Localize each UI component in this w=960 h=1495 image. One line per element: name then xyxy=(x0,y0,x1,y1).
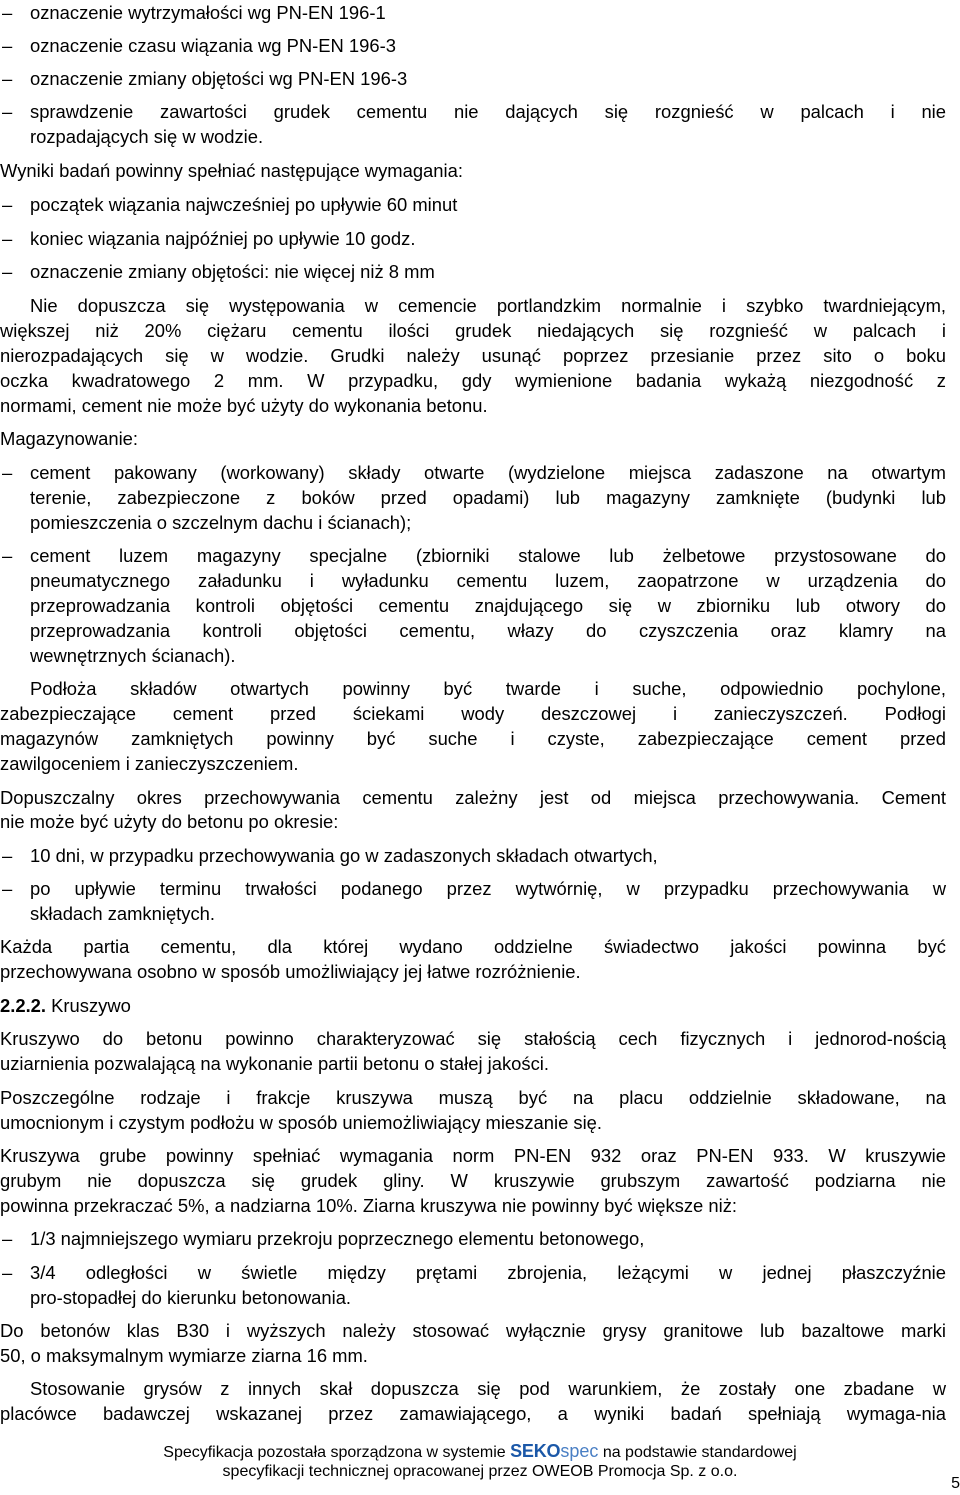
dash-marker: – xyxy=(2,878,13,899)
dash-marker: – xyxy=(2,261,13,282)
document-page: – oznaczenie wytrzymałości wg PN-EN 196-1 – oznaczenie czasu wiązania wg PN-EN 196-3 – oznaczenie zmiany objętości wg PN-EN 196-3 – sprawdzenie zawartości grudek cementu nie dających się rozgnieść w palcach i nie rozpadających się w wodzie. Wyniki badań powinny spełniać następujące wymagania: – początek wiązania najwcześniej po upływie 60 minut – koniec wiązania najpóźniej po upływie 10 godz. – oznaczenie zmiany objętości: nie więcej niż 8 mm Nie dopuszcza się występowania w cemencie portlandzkim normalnie i szybko twardniejącym, większej niż 20% ciężaru cementu ilości grudek niedających się rozgnieść w palcach i nierozpadających się w wodzie. Grudki należy usunąć poprzez przesianie przez sito o boku oczka kwadratowego 2 mm. W przypadku, gdy wymienione badania wykażą niezgodność z normami, cement nie może być użyty do wykonania betonu. Magazynowanie: – cement pakowany (workowany) składy otwarte (wydzielone miejsca zadaszone na otwartym terenie, zabezpieczone z boków przed opadami) lub magazyny zamknięte (budynki lub pomieszczenia o szczelnym dachu i ścianach); – cement luzem magazyny specjalne (zbiorniki stalowe lub żelbetowe przystosowane do pneumatycznego załadunku i wyładunku cementu luzem, zaopatrzone w urządzenia do przeprowadzania kontroli objętości cementu znajdującego się w zbiorniku lub otwory do przeprowadzania kontroli objętości cementu, włazy do czyszczenia oraz klamry na wewnętrznych ścianach). Podłoża składów otwartych powinny być twarde i suche, odpowiednio pochylone, zabezpieczające cement przed ściekami wody deszczowej i zanieczyszczeń. Podłogi magazynów zamkniętych powinny być suche i czyste, zabezpieczające cement przed zawilgoceniem i zanieczyszczeniem. Dopuszczalny okres przechowywania cementu zależny jest od miejsca przechowywania. Cement nie może być użyty do betonu po okresie: – 10 dni, w przypadku przechowywania go w zadaszonych składach otwartych, – po upływie terminu trwałości podanego przez wytwórnię, w przypadku przechowywania w składach zamkniętych. Każda partia cementu, dla której wydano oddzielne świadectwo jakości powinna być przechowywana osobno w sposób umożliwiający jej łatwe rozróżnienie. 2.2.2. Kruszywo Kruszywo do betonu powinno charakteryzować się stałością cech fizycznych i jednorod-nością uziarnienia pozwalającą na wykonanie partii betonu o stałej jakości. Poszczególne rodzaje i frakcje kruszywa muszą być na placu oddzielnie składowane, na umocnionym i czystym podłożu w sposób uniemożliwiający mieszanie się. Kruszywa grube powinny spełniać wymagania norm PN-EN 932 oraz PN-EN 933. W kruszywie grubym nie dopuszcza się grudek gliny. W kruszywie grubszym zawartość podziarna nie powinna przekraczać 5%, a nadziarna 10%. Ziarna kruszywa nie powinny być większe niż: – 1/3 najmniejszego wymiaru przekroju poprzecznego elementu betonowego, – 3/4 odległości w świetle między prętami zbrojenia, leżącymi w jednej płaszczyźnie pro-stopadłej do kierunku betonowania. Do betonów klas B30 i wyższych należy stosować wyłącznie grysy granitowe lub bazaltowe marki 50, o maksymalnym wymiarze ziarna 16 mm. Stosowanie grysów z innych skał dopuszcza się pod warunkiem, że zostały one zbadane w placówce badawczej wskazanej przez zamawiającego, a wyniki badań spełniają wymaga-nia Specyfikacja pozostała sporządzona w systemie SEKOspec na podstawie standardowej specyfikacji technicznej opracowanej przez OWEOB Promocja Sp. z o.o. 5 xyxy=(0,2,960,1492)
page-number: 5 xyxy=(951,1475,960,1492)
dash-marker: – xyxy=(2,2,13,23)
dash-marker: – xyxy=(2,1262,13,1283)
list-item: początek wiązania najwcześniej po upływie 60 minut xyxy=(30,194,458,215)
list-item: oznaczenie czasu wiązania wg PN-EN 196-3 xyxy=(30,35,396,56)
list-item: cement luzem magazyny specjalne (zbiorniki stalowe lub żelbetowe przystosowane do xyxy=(30,545,946,566)
dash-marker: – xyxy=(2,68,13,89)
footer-line-1: Specyfikacja pozostała sporządzona w systemie SEKOspec na podstawie standardowej xyxy=(163,1441,797,1461)
dash-marker: – xyxy=(2,1228,13,1249)
list-item: oznaczenie zmiany objętości wg PN-EN 196-3 xyxy=(30,68,408,89)
section-title: Kruszywo xyxy=(51,995,131,1016)
list-item-continuation: rozpadających się w wodzie. xyxy=(30,126,264,147)
dash-marker: – xyxy=(2,194,13,215)
list-item: koniec wiązania najpóźniej po upływie 10 godz. xyxy=(30,228,416,249)
footer-line-2: specyfikacji technicznej opracowanej przez OWEOB Promocja Sp. z o.o. xyxy=(222,1463,738,1480)
dash-marker: – xyxy=(2,545,13,566)
dash-marker: – xyxy=(2,462,13,483)
requirements-intro: Wyniki badań powinny spełniać następujące wymagania: xyxy=(0,160,463,181)
list-item: oznaczenie wytrzymałości wg PN-EN 196-1 xyxy=(30,2,386,23)
list-item: 10 dni, w przypadku przechowywania go w zadaszonych składach otwartych, xyxy=(30,845,658,866)
list-item: sprawdzenie zawartości grudek cementu nie dających się rozgnieść w palcach i nie xyxy=(30,101,946,122)
section-number: 2.2.2. xyxy=(0,995,47,1016)
list-item: po upływie terminu trwałości podanego przez wytwórnię, w przypadku przechowywania w xyxy=(30,878,946,899)
sekospec-logo: SEKOspec xyxy=(510,1441,599,1461)
section-heading xyxy=(0,995,946,1017)
dash-marker: – xyxy=(2,35,13,56)
list-item: cement pakowany (workowany) składy otwarte (wydzielone miejsca zadaszone na otwartym xyxy=(30,462,946,483)
list-item: 1/3 najmniejszego wymiaru przekroju poprzecznego elementu betonowego, xyxy=(30,1228,645,1249)
list-item: oznaczenie zmiany objętości: nie więcej niż 8 mm xyxy=(30,261,435,282)
dash-marker: – xyxy=(2,101,13,122)
dash-marker: – xyxy=(2,845,13,866)
dash-marker: – xyxy=(2,228,13,249)
storage-heading: Magazynowanie: xyxy=(0,428,139,449)
list-item: 3/4 odległości w świetle między prętami zbrojenia, leżącymi w jednej płaszczyźnie xyxy=(30,1262,946,1283)
